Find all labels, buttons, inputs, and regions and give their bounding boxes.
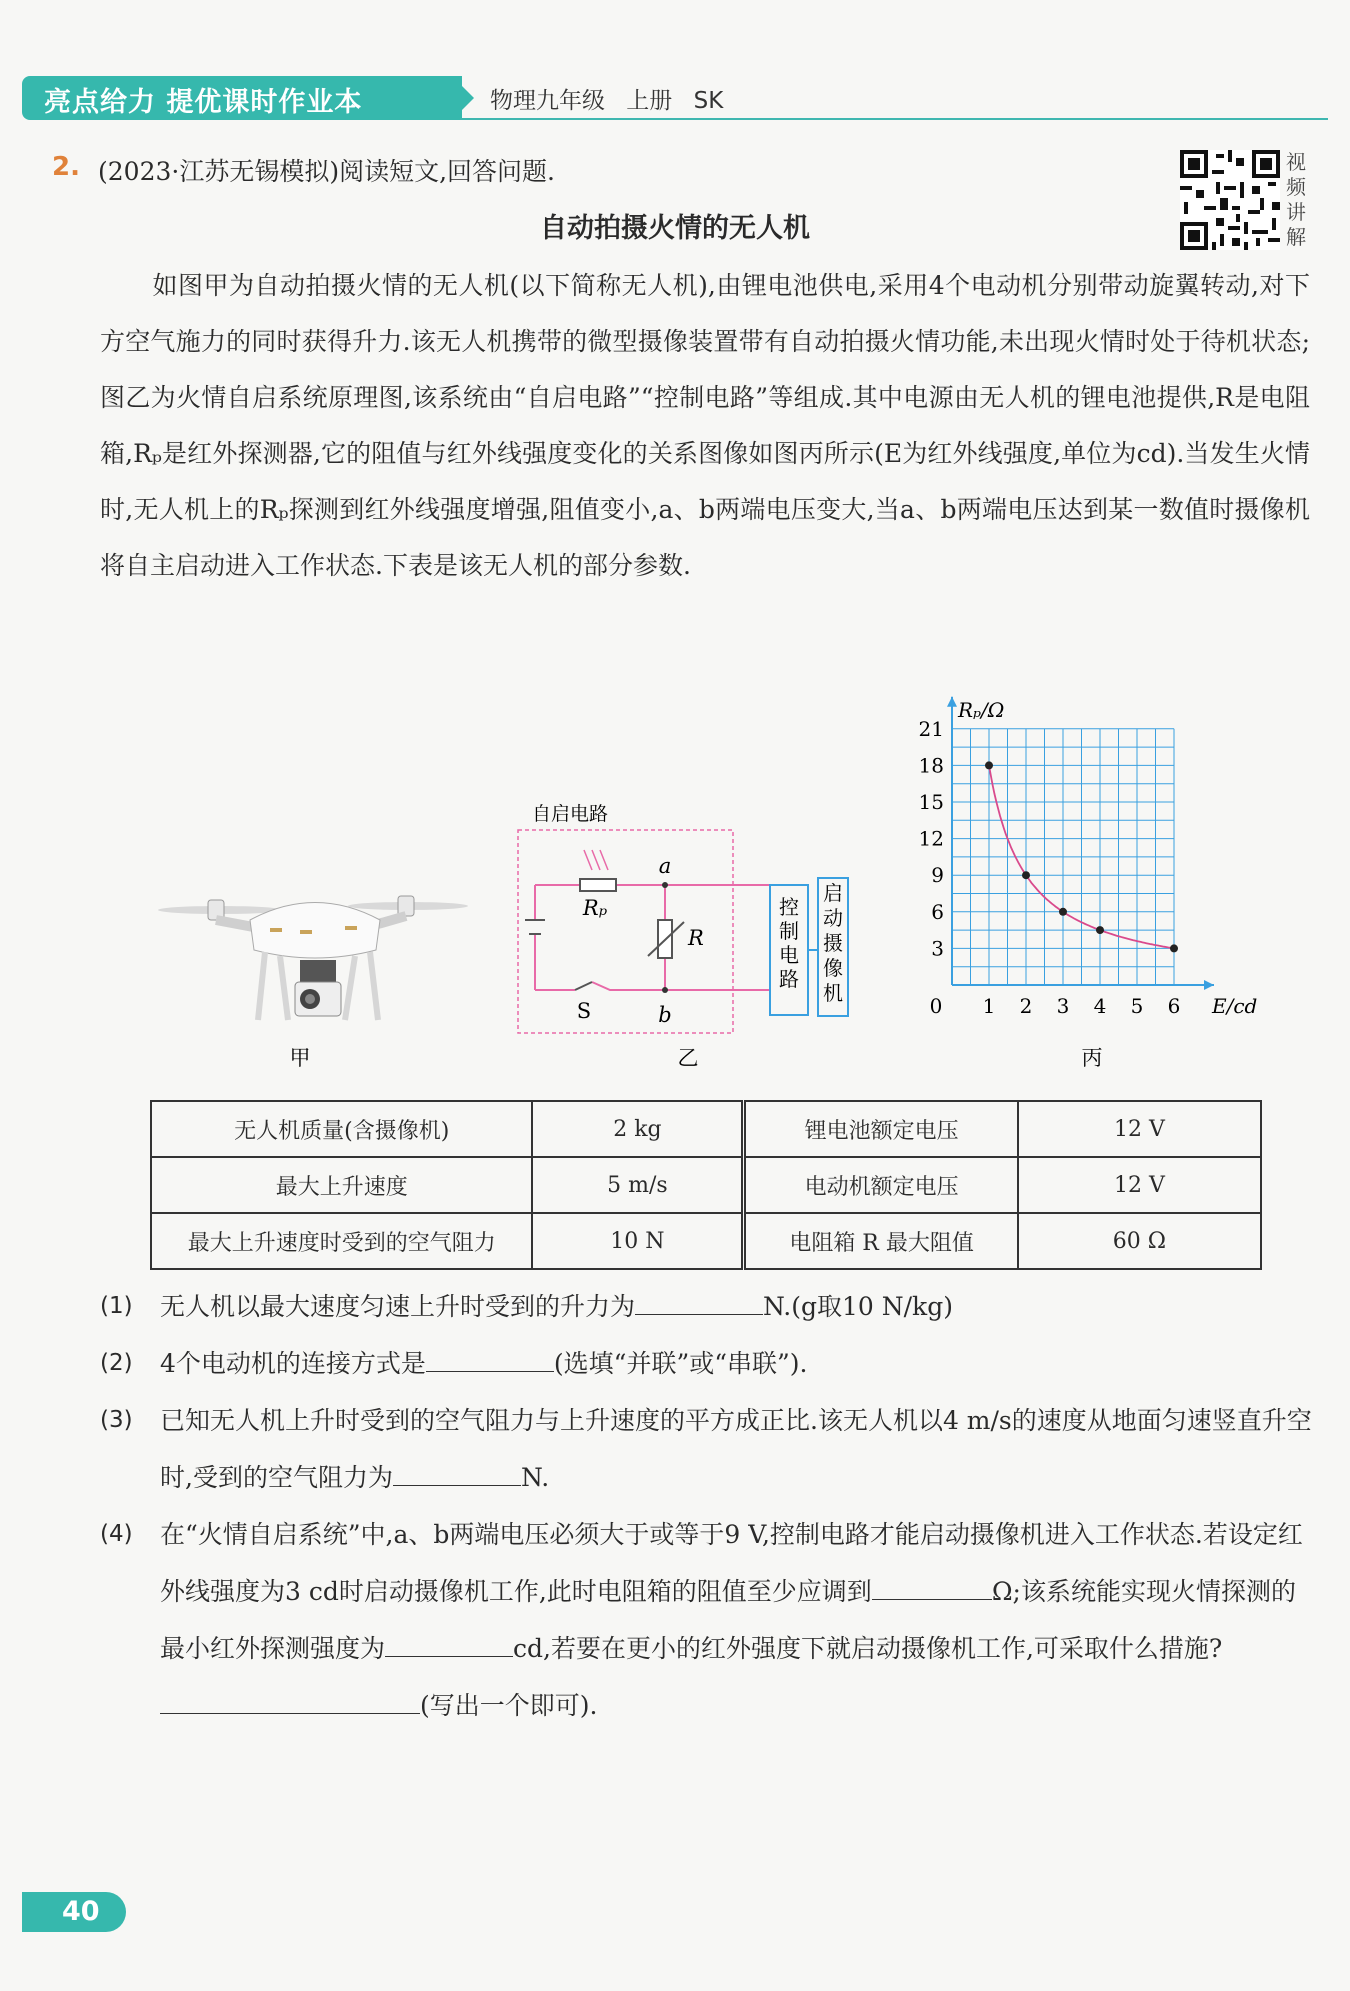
- node-a-label: a: [658, 854, 672, 878]
- x-axis-label: E/cd: [1212, 994, 1258, 1018]
- x-tick-label: 3: [1056, 994, 1070, 1018]
- answer-blank-2[interactable]: [426, 1347, 554, 1372]
- y-tick-label: 3: [931, 936, 944, 961]
- y-tick-label: 18: [918, 753, 944, 778]
- table-cell: 12 V: [1018, 1101, 1261, 1157]
- y-axis-label: Rₚ/Ω: [958, 697, 1005, 722]
- sub-question-4: (4) 在“火情自启系统”中,a、b两端电压必须大于或等于9 V,控制电路才能启动摄像机进入工作状态.若设定红外线强度为3 cd时启动摄像机工作,此时电阻箱的阻值至少应调到 Ω;该系统能实现火情探测的最小红外探测强度为 cd,若要在更小的红外强度下就启动摄像机工作,可采取什么措施?(写出一个即可).: [100, 1520, 1303, 1720]
- table-cell: 2 kg: [532, 1101, 744, 1157]
- table-cell: 12 V: [1018, 1157, 1261, 1213]
- camera-char-5: 机: [823, 981, 843, 1005]
- x-tick-label: 6: [1167, 994, 1181, 1018]
- x-tick-label: 4: [1093, 994, 1107, 1018]
- node-b-label: b: [658, 1003, 672, 1027]
- drone-image: [158, 896, 468, 1020]
- control-char-1: 控: [779, 895, 799, 919]
- answer-blank-3[interactable]: [393, 1461, 521, 1486]
- answer-blank-1[interactable]: [635, 1290, 763, 1315]
- table-cell: 无人机质量(含摄像机): [151, 1101, 532, 1157]
- sub-question-3: (3) 已知无人机上升时受到的空气阻力与上升速度的平方成正比.该无人机以4 m/s的速度从地面匀速竖直升空时,受到的空气阻力为 N.: [100, 1406, 1312, 1492]
- table-cell: 最大上升速度: [151, 1157, 532, 1213]
- x-tick-label: 0: [929, 994, 943, 1018]
- y-tick-label: 21: [918, 716, 944, 741]
- answer-blank-5[interactable]: [385, 1632, 513, 1657]
- x-tick-label: 1: [982, 994, 996, 1018]
- control-char-2: 制: [779, 919, 799, 943]
- table-cell: 锂电池额定电压: [744, 1101, 1018, 1157]
- answer-blank-6[interactable]: [160, 1689, 420, 1714]
- table-cell: 5 m/s: [532, 1157, 744, 1213]
- y-tick-label: 6: [931, 899, 944, 924]
- camera-char-4: 像: [823, 956, 843, 980]
- table-cell: 10 N: [532, 1213, 744, 1269]
- r-label: R: [688, 926, 704, 950]
- header-rule: [460, 118, 1328, 120]
- figures-panel: [140, 697, 1290, 1080]
- x-axis-arrow: [1204, 980, 1214, 990]
- brand-title: 亮点给力 提优课时作业本: [44, 87, 363, 118]
- control-char-4: 路: [779, 967, 799, 991]
- qr-code-icon[interactable]: [1180, 150, 1280, 250]
- qr-video-label: 视频讲解: [1286, 150, 1306, 249]
- table-row: [151, 1101, 1261, 1157]
- x-tick-label: 5: [1130, 994, 1144, 1018]
- camera-char-1: 启: [823, 881, 843, 905]
- auto-start-label: 自启电路: [531, 803, 609, 825]
- y-tick-label: 9: [931, 863, 944, 888]
- circuit-diagram: [518, 803, 848, 1033]
- passage-title: 自动拍摄火情的无人机: [540, 213, 810, 244]
- book-title: 物理九年级 上册 SK: [490, 88, 724, 114]
- sub-question-1: (1) 无人机以最大速度匀速上升时受到的升力为 N.(g取10 N/kg): [100, 1292, 953, 1321]
- data-point: [1170, 944, 1178, 952]
- caption-bing: 丙: [1081, 1046, 1103, 1070]
- switch-label: S: [576, 999, 592, 1023]
- y-tick-label: 15: [918, 790, 944, 814]
- table-row: [151, 1157, 1261, 1213]
- y-tick-label: 12: [918, 826, 944, 851]
- camera-char-2: 动: [823, 906, 843, 930]
- table-row: [151, 1213, 1261, 1269]
- data-point: [1022, 871, 1030, 879]
- y-axis-arrow: [947, 697, 957, 707]
- page-number: 40: [62, 1896, 100, 1927]
- data-point: [985, 761, 993, 769]
- parameter-table: [150, 1100, 1262, 1270]
- caption-jia: 甲: [289, 1046, 311, 1070]
- data-point: [1059, 908, 1067, 916]
- rp-vs-e-chart: [919, 697, 1258, 1018]
- table-cell: 最大上升速度时受到的空气阻力: [151, 1213, 532, 1269]
- control-char-3: 电: [779, 943, 799, 967]
- x-tick-label: 2: [1019, 994, 1033, 1018]
- header-band-tip: [452, 76, 474, 120]
- table-cell: 电阻箱 R 最大阻值: [744, 1213, 1018, 1269]
- sub-questions: [100, 1278, 1320, 1734]
- passage-text: 如图甲为自动拍摄火情的无人机(以下简称无人机),由锂电池供电,采用4个电动机分别带动旋翼转动,对下方空气施力的同时获得升力.该无人机携带的微型摄像装置带有自动拍摄火情功能,未出现火情时处于待机状态;图乙为火情自启系统原理图,该系统由“自启电路”“控制电路”等组成.其中电源由无人机的锂电池提供,R是电阻箱,Rₚ是红外探测器,它的阻值与红外线强度变化的关系图像如图丙所示(E为红外线强度,单位为cd).当发生火情时,无人机上的Rₚ探测到红外线强度增强,阻值变小,a、b两端电压变大,当a、b两端电压达到某一数值时摄像机将自主启动进入工作状态.下表是该无人机的部分参数.: [100, 271, 1310, 580]
- table-cell: 60 Ω: [1018, 1213, 1261, 1269]
- camera-char-3: 摄: [823, 931, 843, 955]
- caption-yi: 乙: [677, 1046, 699, 1070]
- question-number: 2.: [52, 152, 80, 182]
- question-source: (2023·江苏无锡模拟)阅读短文,回答问题.: [98, 157, 555, 186]
- answer-blank-4[interactable]: [872, 1575, 992, 1600]
- rp-label: Rₚ: [582, 896, 608, 920]
- data-point: [1096, 926, 1104, 934]
- table-cell: 电动机额定电压: [744, 1157, 1018, 1213]
- sub-question-2: (2) 4个电动机的连接方式是 (选填“并联”或“串联”).: [100, 1349, 808, 1378]
